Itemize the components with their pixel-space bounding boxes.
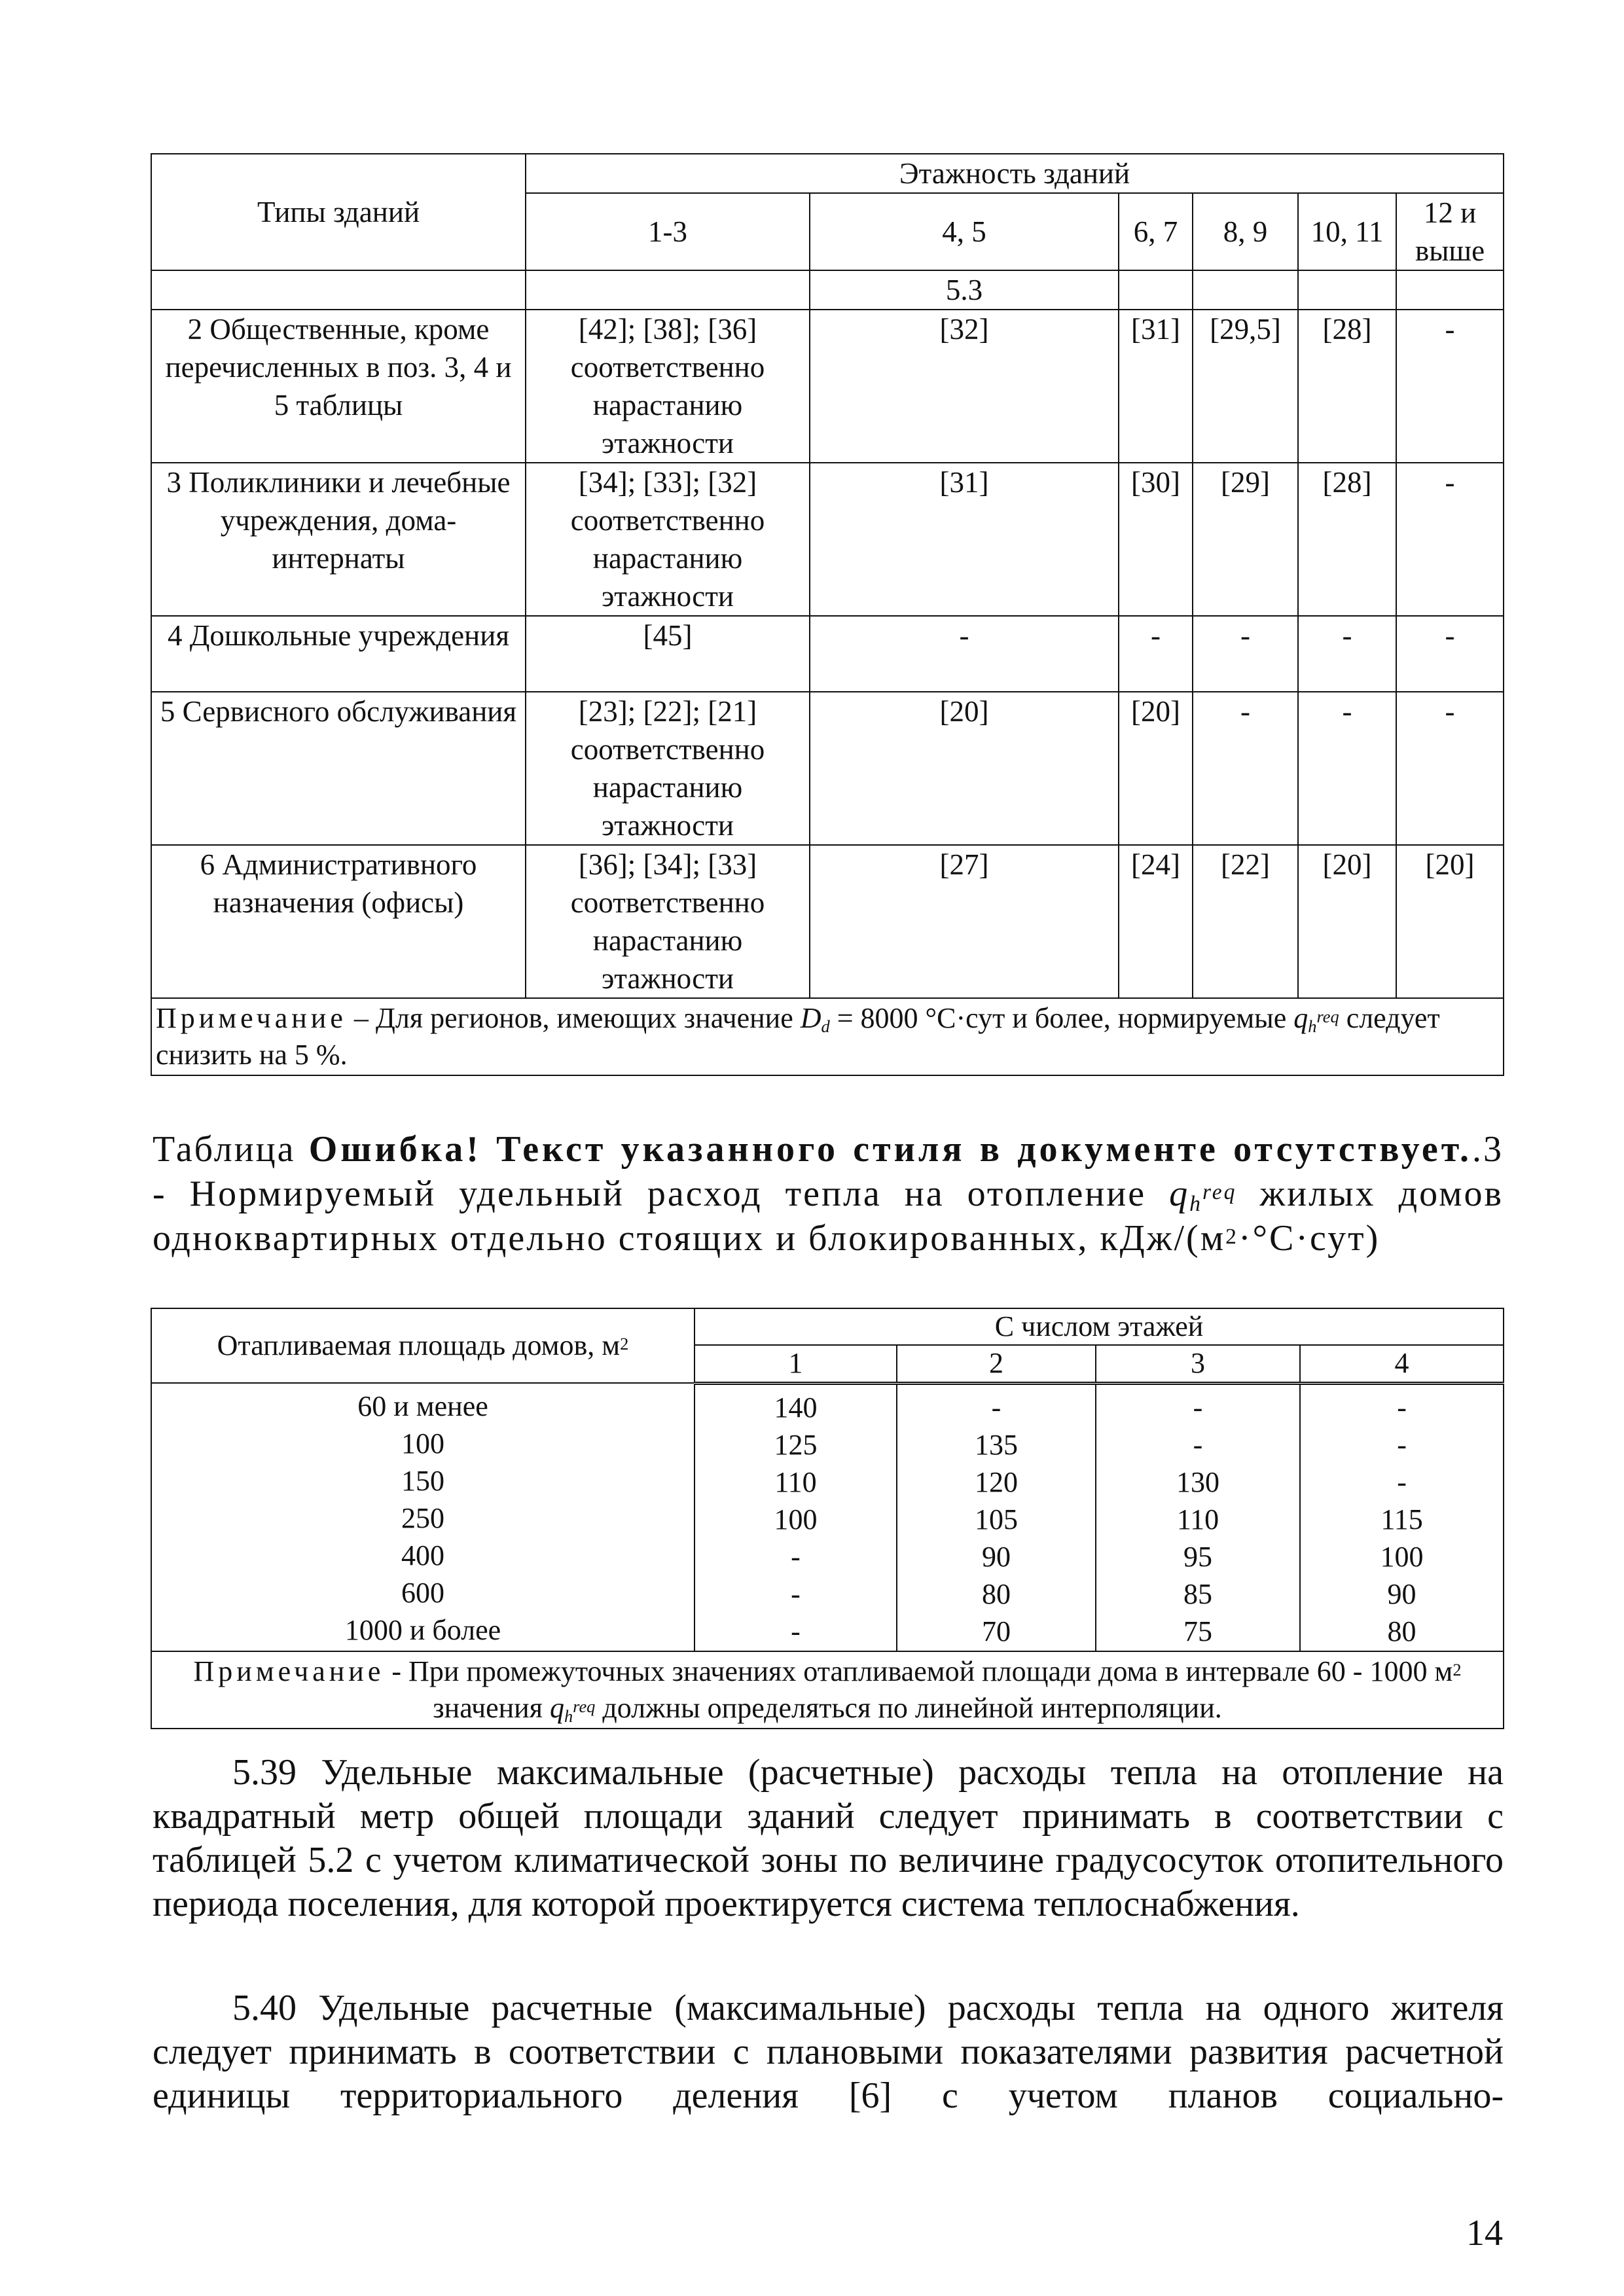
value-cell: 110 [1176,1503,1219,1535]
value-cell: [20] [1396,845,1504,998]
ref-cell [1119,270,1193,310]
value-cell: [20] [810,692,1119,845]
value-cell: - [1397,1465,1407,1498]
caption-error-text: Ошибка! Текст указанного стиля в документе отсутствует. [308,1129,1472,1170]
table-row [151,463,1504,616]
value-cell: [36]; [34]; [33] соответственно нарастанию этажности [526,845,810,998]
value-cell: 115 [1380,1503,1423,1535]
note-label: Примечание [193,1655,385,1687]
value-cell: 80 [982,1577,1011,1610]
value-cell: 125 [774,1428,818,1461]
value-cell: 110 [774,1465,817,1498]
header-floor: 3 [1096,1345,1300,1383]
header-floor-group: 10, 11 [1298,193,1396,270]
value-cell: 105 [975,1503,1018,1535]
value-cell: 75 [1183,1615,1212,1647]
value-cell: 70 [982,1615,1011,1647]
table-note: Примечание - При промежуточных значениях отапливаемой площади дома в интервале 60 - 1000 $м^2$ значения $q_h^{req}$ должны определяться по линейной интерполяции. [151,1651,1504,1729]
value-cell: - [1119,616,1193,692]
value-cell: [28] [1298,463,1396,616]
value-cell: 95 [1183,1540,1212,1573]
value-cell: - [1298,692,1396,845]
value-cell: [32] [810,310,1119,463]
header-floor: 2 [897,1345,1096,1383]
header-floor: 4 [1300,1345,1504,1383]
area-cell: 400 [401,1539,444,1571]
value-cell: 120 [975,1465,1018,1498]
area-cell: 1000 и более [344,1614,501,1646]
table-note: Примечание – Для регионов, имеющих значение $D_d = 8000$ °С·сут и более, нормируемые $q_h^{req}$ следует снизить на 5 %. [151,998,1504,1075]
building-type-cell: 2 Общественные, кроме перечисленных в поз. 3, 4 и 5 таблицы [151,310,526,463]
value-cell: [34]; [33]; [32] соответственно нарастанию этажности [526,463,810,616]
value-cell: - [991,1391,1001,1424]
ref-cell [1396,270,1504,310]
page-number: 14 [1466,2213,1503,2253]
value-cell: [45] [526,616,810,692]
value-cell: - [1396,463,1504,616]
header-floor-group: 4, 5 [810,193,1119,270]
value-cell: - [1396,310,1504,463]
building-type-cell: 5 Сервисного обслуживания [151,692,526,845]
value-cell: - [791,1577,801,1610]
header-floor-group: 1-3 [526,193,810,270]
value-cell: - [1193,616,1298,692]
value-cell: [30] [1119,463,1193,616]
value-cell: [29] [1193,463,1298,616]
heating-norms-table-houses [151,1308,1504,1729]
value-cell: 90 [982,1540,1011,1573]
value-cell: 140 [774,1391,818,1424]
header-floor-group: 12 и выше [1396,193,1504,270]
value-cell: - [1298,616,1396,692]
value-cell: 100 [774,1503,818,1535]
value-cell: [27] [810,845,1119,998]
value-cell: - [1397,1428,1407,1461]
area-cell: 150 [401,1465,444,1497]
header-floor-group: 8, 9 [1193,193,1298,270]
value-cell: - [810,616,1119,692]
area-column [151,1383,695,1651]
floors-1-column [695,1383,897,1651]
value-cell: 85 [1183,1577,1212,1610]
ref-cell [526,270,810,310]
value-cell: [20] [1119,692,1193,845]
value-cell: [31] [1119,310,1193,463]
area-cell: 60 и менее [357,1390,488,1422]
ref-cell [151,270,526,310]
value-cell: - [1397,1391,1407,1424]
building-type-cell: 6 Административного назначения (офисы) [151,845,526,998]
value-cell: [24] [1119,845,1193,998]
paragraph-5-39: 5.39 Удельные максимальные (расчетные) расходы тепла на отопление на квадратный метр общей площади зданий следует принимать в соответствии с таблицей 5.2 с учетом климатической зоны по величине градусосуток отопительного периода поселения, для которой проектируется система теплоснабжения. [153,1752,1504,1924]
building-type-cell: 4 Дошкольные учреждения [151,616,526,692]
floors-4-column [1300,1383,1504,1651]
value-cell: - [1193,1428,1203,1461]
header-floor-group: 6, 7 [1119,193,1193,270]
area-cell: 600 [401,1577,444,1609]
floors-3-column [1096,1383,1300,1651]
ref-cell [1298,270,1396,310]
value-cell: - [1193,1391,1203,1424]
value-cell: [31] [810,463,1119,616]
value-cell: 90 [1387,1577,1416,1610]
table-row [151,616,1504,692]
paragraph-5-40: 5.40 Удельные расчетные (максимальные) расходы тепла на одного жителя следует принимать в соответствии с плановыми показателями развития расчетной единицы территориального деления [6] с учетом планов социально- [153,1988,1504,2116]
value-cell: [28] [1298,310,1396,463]
table-caption: Таблица Ошибка! Текст указанного стиля в документе отсутствует..3 - Нормируемый удельный расход тепла на отопление $q_h^{req}$ жилых домов одноквартирных отдельно стоящих и блокированных, кДж/$(м^2\cdot^\circ С\cdot сут)$ [153,1129,1504,1259]
header-floor: 1 [695,1345,897,1383]
area-cell: 250 [401,1502,444,1534]
value-cell: [42]; [38]; [36] соответственно нарастанию этажности [526,310,810,463]
ref-cell [1193,270,1298,310]
building-type-cell: 3 Поликлиники и лечебные учреждения, дома-интернаты [151,463,526,616]
header-area: Отапливаемая площадь домов, $м^2$ [151,1308,695,1383]
value-cell: 100 [1380,1540,1424,1573]
value-cell: 135 [975,1428,1018,1461]
value-cell: - [1193,692,1298,845]
header-floors: Этажность зданий [526,154,1504,193]
table-row [151,845,1504,998]
area-cell: 100 [401,1427,444,1460]
table-row [151,310,1504,463]
ref-cell: 5.3 [810,270,1119,310]
value-cell: - [1396,616,1504,692]
table-row [151,692,1504,845]
value-cell: [20] [1298,845,1396,998]
header-building-types: Типы зданий [151,154,526,270]
value-cell: [29,5] [1193,310,1298,463]
note-label: Примечание [156,1002,347,1034]
value-cell: [22] [1193,845,1298,998]
heating-norms-table-public-buildings [151,153,1504,1076]
header-floor-count: С числом этажей [695,1308,1504,1345]
value-cell: - [791,1540,801,1573]
value-cell: - [791,1615,801,1647]
value-cell: - [1396,692,1504,845]
value-cell: 130 [1176,1465,1219,1498]
floors-2-column [897,1383,1096,1651]
value-cell: 80 [1387,1615,1416,1647]
value-cell: [23]; [22]; [21] соответственно нарастанию этажности [526,692,810,845]
